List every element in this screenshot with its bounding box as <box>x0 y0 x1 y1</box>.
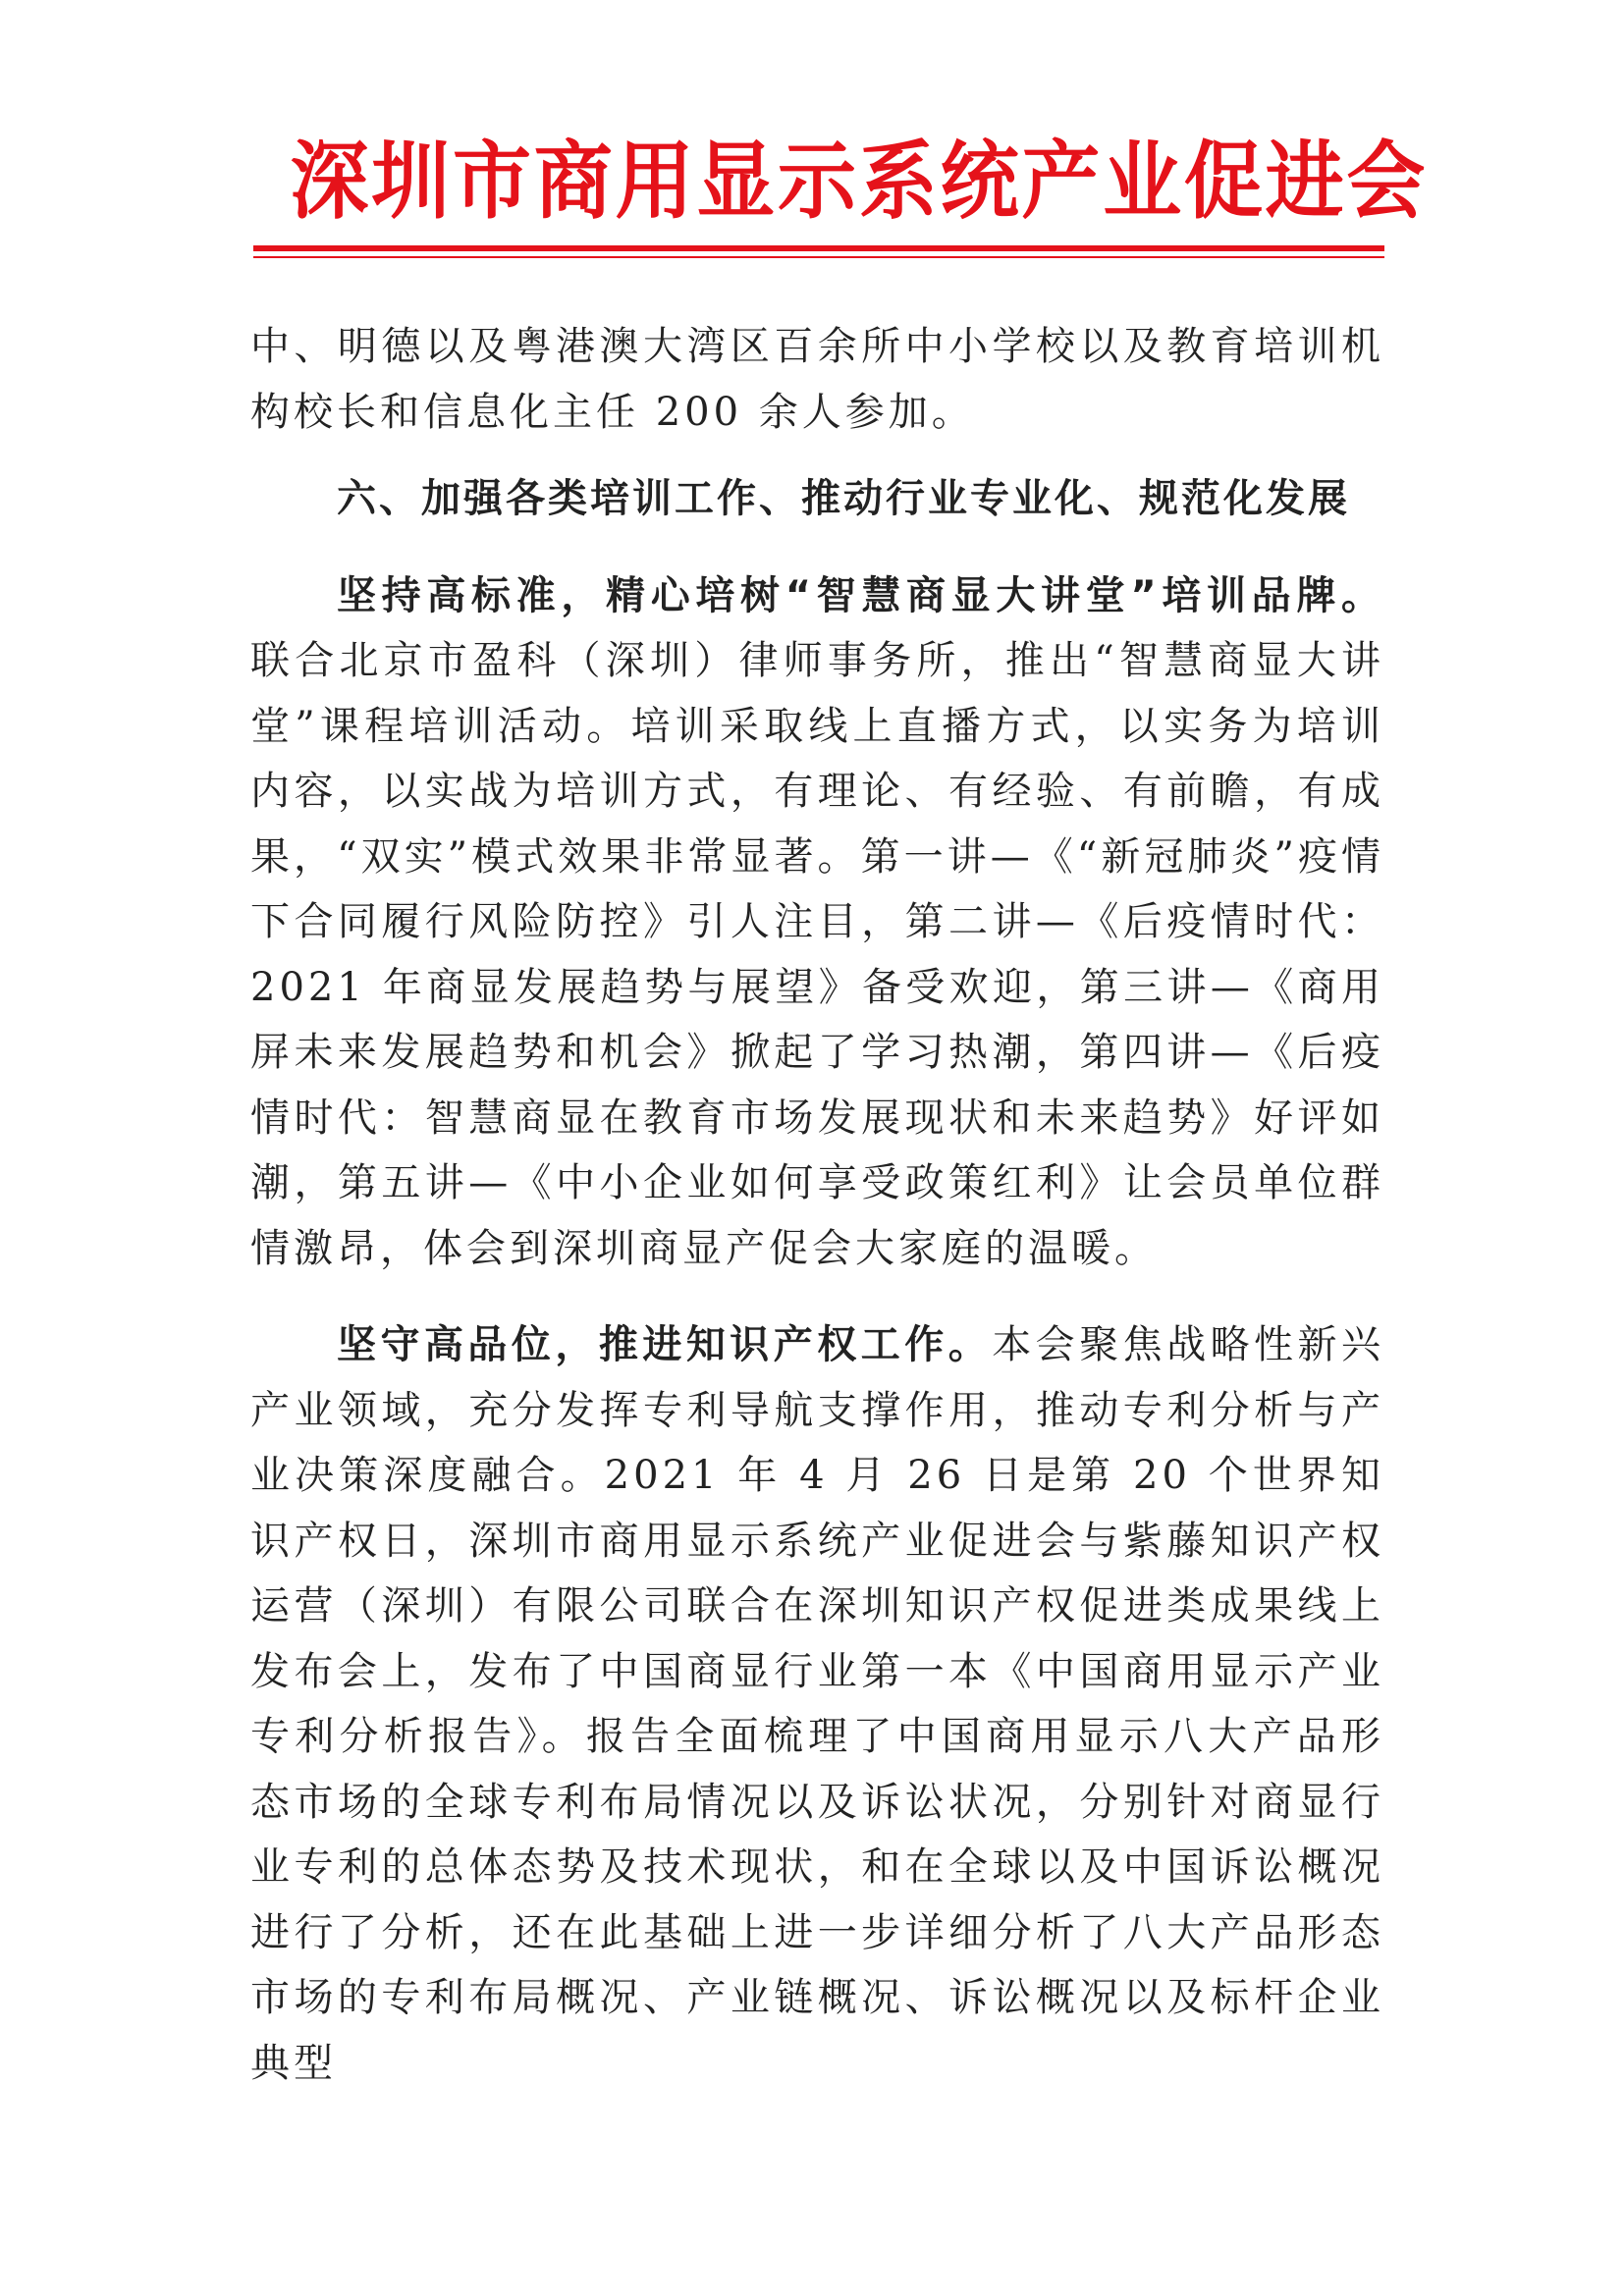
letterhead <box>250 128 1429 236</box>
ip-lead-sentence: 坚守高品位，推进知识产权工作。 <box>337 1322 993 1367</box>
document-body <box>250 314 1384 2096</box>
letterhead-thin-rule <box>253 256 1384 258</box>
ip-paragraph <box>250 1312 1384 2096</box>
letterhead-thick-rule <box>253 245 1384 251</box>
training-body-text: 联合北京市盈科（深圳）律师事务所，推出“智慧商显大讲堂”课程培训活动。培训采取线上直播方式，以实务为培训内容，以实战为培训方式，有理论、有经验、有前瞻，有成果，“双实”模式效果非常显著。第一讲—《“新冠肺炎”疫情下合同履行风险防控》引人注目，第二讲—《后疫情时代：2021 年商显发展趋势与展望》备受欢迎，第三讲—《商用屏未来发展趋势和机会》掀起了学习热潮，第四讲—《后疫情时代：智慧商显在教育市场发展现状和未来趋势》好评如潮，第五讲—《中小企业如何享受政策红利》让会员单位群情激昂，体会到深圳商显产促会大家庭的温暖。 <box>250 638 1384 1271</box>
training-lead-sentence: 坚持高标准，精心培树“智慧商显大讲堂”培训品牌。 <box>337 572 1384 618</box>
continuation-paragraph: 中、明德以及粤港澳大湾区百余所中小学校以及教育培训机构校长和信息化主任 200 余人参加。 <box>250 324 1384 435</box>
section-heading: 六、加强各类培训工作、推动行业专业化、规范化发展 <box>337 476 1350 521</box>
organization-title: 深圳市商用显示系统产业促进会 <box>290 133 1429 231</box>
ip-body-text: 本会聚焦战略性新兴产业领域，充分发挥专利导航支撑作用，推动专利分析与产业决策深度融合。2021 年 4 月 26 日是第 20 个世界知识产权日，深圳市商用显示系统产业促进会与紫藤知识产权运营（深圳）有限公司联合在深圳知识产权促进类成果线上发布会上，发布了中国商显行业第一本《中国商用显示产业专利分析报告》。报告全面梳理了中国商用显示八大产品形态市场的全球专利布局情况以及诉讼状况，分别针对商显行业专利的总体态势及技术现状，和在全球以及中国诉讼概况进行了分析，还在此基础上进一步详细分析了八大产品形态市场的专利布局概况、产业链概况、诉讼概况以及标杆企业典型 <box>250 1322 1385 2086</box>
training-paragraph <box>250 563 1384 1282</box>
